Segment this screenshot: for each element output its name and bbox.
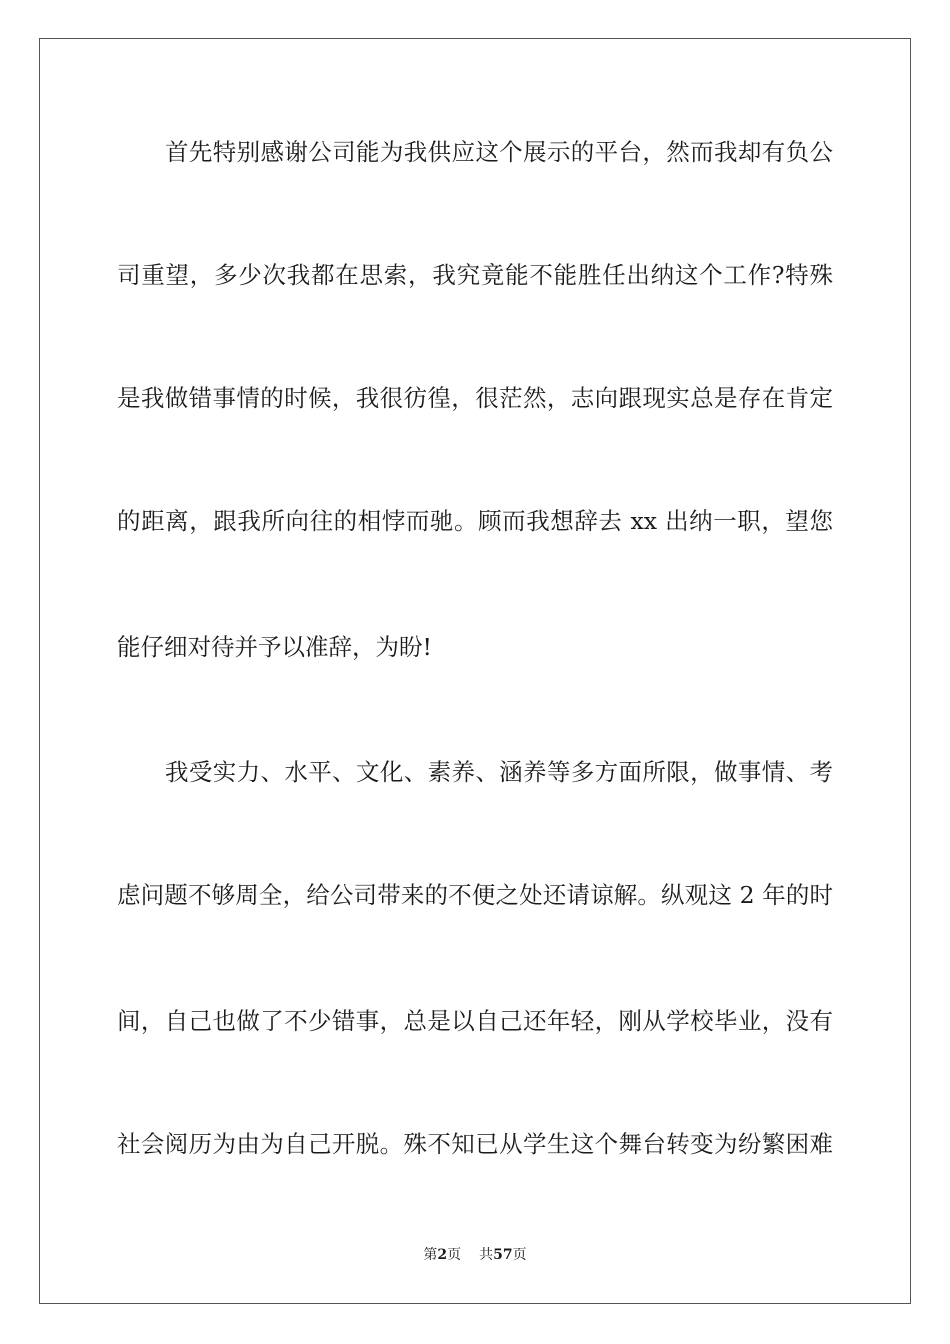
page-number: 2 — [437, 1247, 448, 1263]
paragraph-2-line-3: 间，自己也做了不少错事，总是以自己还年轻，刚从学校毕业，没有 — [117, 1007, 833, 1035]
total-pages: 57 — [493, 1247, 513, 1263]
paragraph-2-line-1: 我受实力、水平、文化、素养、涵养等多方面所限，做事情、考 — [165, 758, 833, 786]
page-suffix: 页 — [447, 1247, 462, 1263]
paragraph-1-line-1: 首先特别感谢公司能为我供应这个展示的平台，然而我却有负公 — [165, 138, 833, 166]
total-prefix: 共 — [479, 1247, 494, 1263]
page-footer — [0, 1246, 950, 1264]
page-prefix: 第 — [423, 1247, 438, 1263]
paragraph-1-line-4: 的距离，跟我所向往的相悖而驰。顾而我想辞去 xx 出纳一职，望您 — [117, 507, 833, 535]
paragraph-2-line-2: 虑问题不够周全，给公司带来的不便之处还请谅解。纵观这 2 年的时 — [117, 881, 833, 909]
paragraph-1-line-5: 能仔细对待并予以准辞，为盼! — [117, 633, 432, 661]
page-border — [39, 38, 911, 1304]
paragraph-2-line-4: 社会阅历为由为自己开脱。殊不知已从学生这个舞台转变为纷繁困难 — [117, 1130, 833, 1158]
paragraph-1-line-2: 司重望，多少次我都在思索，我究竟能不能胜任出纳这个工作?特殊 — [117, 261, 833, 289]
paragraph-1-line-3: 是我做错事情的时候，我很彷徨，很茫然，志向跟现实总是存在肯定 — [117, 384, 833, 412]
total-suffix: 页 — [512, 1247, 527, 1263]
